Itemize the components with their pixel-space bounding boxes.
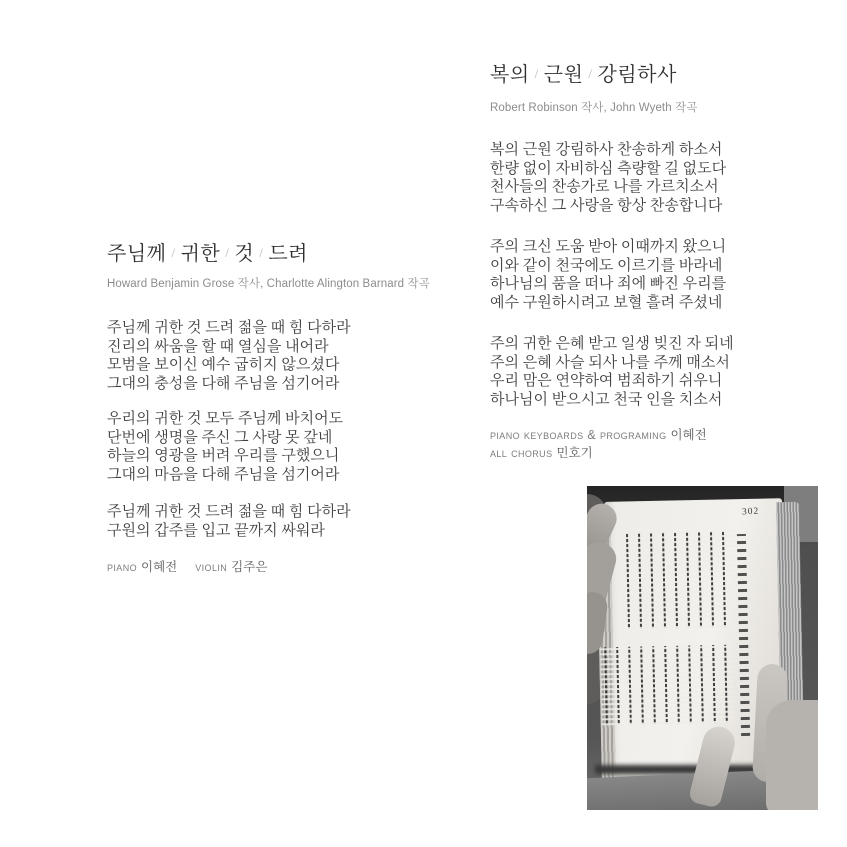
title-separator: / bbox=[171, 245, 176, 260]
performer-role: piano bbox=[107, 560, 138, 574]
left-song-stanza-3 bbox=[107, 503, 351, 540]
lyric-line: 복의 근원 강림하사 찬송하게 하소서 bbox=[490, 142, 723, 158]
performer-name: 이혜전 bbox=[670, 428, 707, 442]
lyric-line: 하나님의 품을 떠나 죄에 빠진 우리를 bbox=[490, 276, 727, 292]
left-title-word-2: 귀한 bbox=[180, 243, 221, 265]
performer-credit bbox=[107, 558, 177, 576]
left-title-word-3: 것 bbox=[234, 243, 255, 265]
lyric-line: 구속하신 그 사랑을 항상 찬송합니다 bbox=[490, 197, 723, 214]
lyric-line: 단번에 생명을 주신 그 사랑 못 갚네 bbox=[107, 429, 333, 446]
performer-credit bbox=[195, 558, 267, 576]
lyric-line: 구원의 갑주를 입고 끝까지 싸워라 bbox=[107, 522, 325, 539]
lyric-line: 주의 귀한 은혜 받고 일생 빚진 자 되네 bbox=[490, 336, 734, 352]
right-song-stanza-3 bbox=[490, 335, 734, 409]
performer-role: violin bbox=[195, 560, 228, 574]
lyric-line: 그대의 마음을 다해 주님을 섬기어라 bbox=[107, 466, 340, 483]
left-song-stanza-2 bbox=[107, 410, 343, 484]
title-separator: / bbox=[259, 245, 264, 260]
lyric-line: 주의 은혜 사슬 되사 나를 주께 매소서 bbox=[490, 354, 730, 371]
performer-name: 이혜전 bbox=[141, 560, 178, 574]
lyric-line: 주님께 귀한 것 드려 젊을 때 힘 다하라 bbox=[107, 320, 351, 336]
hymnbook-photo bbox=[587, 486, 818, 810]
performer-role: all chorus bbox=[490, 446, 553, 460]
lyric-line: 우리의 귀한 것 모두 주님께 바치어도 bbox=[107, 411, 344, 427]
right-title-word-1: 복의 bbox=[490, 64, 530, 86]
title-separator: / bbox=[534, 66, 539, 81]
performer-name: 민호기 bbox=[556, 446, 593, 460]
performer-role: piano keyboards & programing bbox=[490, 428, 667, 442]
performer-credit bbox=[490, 444, 707, 462]
lyric-line: 모범을 보이신 예수 굽히지 않으셨다 bbox=[107, 357, 340, 373]
printed-hymn-text-block bbox=[600, 645, 734, 726]
lyric-line: 주님께 귀한 것 드려 젊을 때 힘 다하라 bbox=[107, 504, 351, 520]
lyric-line: 한량 없이 자비하심 측량할 길 없도다 bbox=[490, 160, 727, 177]
lyric-line: 예수 구원하시려고 보혈 흘려 주셨네 bbox=[490, 294, 723, 311]
lyric-line: 주의 크신 도움 받아 이때까지 왔으니 bbox=[490, 239, 727, 255]
left-song-writer-credit: Howard Benjamin Grose 작사, Charlotte Alington Barnard 작곡 bbox=[107, 278, 430, 290]
title-separator: / bbox=[225, 245, 230, 260]
left-song-title bbox=[107, 243, 308, 267]
right-song-writer-credit: Robert Robinson 작사, John Wyeth 작곡 bbox=[490, 102, 698, 114]
lyric-line: 진리의 싸움을 할 때 열심을 내어라 bbox=[107, 338, 329, 355]
hymnbook-page-number: 302 bbox=[741, 506, 760, 518]
left-title-word-1: 주님께 bbox=[107, 243, 167, 265]
left-song-stanza-1 bbox=[107, 319, 351, 393]
lyric-line: 그대의 충성을 다해 주님을 섬기어라 bbox=[107, 375, 340, 392]
right-song-stanza-1 bbox=[490, 141, 726, 215]
printed-hymn-text-block bbox=[622, 531, 736, 629]
performer-credit bbox=[490, 426, 707, 444]
title-separator: / bbox=[588, 66, 593, 81]
performer-name: 김주은 bbox=[231, 560, 268, 574]
right-title-word-2: 근원 bbox=[543, 64, 584, 86]
lyric-line: 하나님이 받으시고 천국 인을 치소서 bbox=[490, 391, 723, 408]
left-song-performer-credits bbox=[107, 558, 285, 576]
lyric-line: 우리 맘은 연약하여 범죄하기 쉬우니 bbox=[490, 373, 723, 389]
right-song-stanza-2 bbox=[490, 238, 726, 312]
right-song-performer-credits bbox=[490, 426, 707, 462]
right-hand bbox=[766, 700, 818, 810]
left-title-word-4: 드려 bbox=[268, 243, 308, 265]
lyric-line: 이와 같이 천국에도 이르기를 바라네 bbox=[490, 257, 723, 274]
lyric-line: 천사들의 찬송가로 나를 가르치소서 bbox=[490, 179, 719, 195]
right-title-word-3: 강림하사 bbox=[597, 64, 677, 86]
lyric-line: 하늘의 영광을 버려 우리를 구했으니 bbox=[107, 448, 340, 464]
right-song-title bbox=[490, 64, 677, 88]
